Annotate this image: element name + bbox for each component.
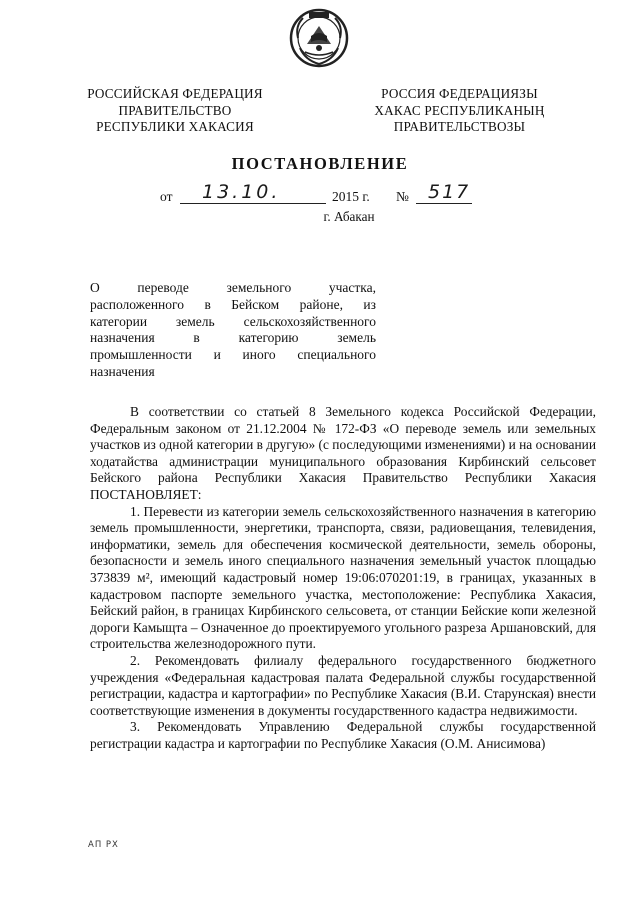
date-year: 2015 г. [332,189,370,204]
document-body [90,404,596,752]
subject-block [90,280,376,381]
number-underline [416,203,472,204]
header-left-line: РЕСПУБЛИКИ ХАКАСИЯ [96,119,254,134]
date-prefix: от [160,189,173,204]
coat-of-arms-icon [289,8,349,68]
header-right-line: ПРАВИТЕЛЬСТВОЗЫ [393,119,526,134]
body-paragraph: 3. Рекомендовать Управлению Федеральной службы государственной регистрации кадастра и картографии по Республике Хакасия (О.М. Анисимова) [90,719,596,751]
subject-line: назначения в категорию земель [90,330,376,346]
subject-line: промышленности и иного специального [90,347,376,363]
header-right-line: РОССИЯ ФЕДЕРАЦИЯЗЫ [381,86,538,101]
date-underline [180,203,326,204]
subject-line: О переводе земельного участка, [90,280,376,295]
header-left [60,86,290,136]
number-label: № [396,189,409,204]
body-paragraph: 2. Рекомендовать филиалу федерального государственного бюджетного учреждения «Федеральная кадастровая палата Федеральной службы государственной регистрации, кадастра и картографии» по Республике Хакасия (В.И. Старунская) внести соответствующие изменения в документы государственного кадастра недвижимости. [90,652,596,718]
footer-code: АП РХ [88,840,119,850]
header-right-line: ХАКАС РЕСПУБЛИКАНЫҢ [374,102,545,118]
handwritten-number: 517 [428,181,471,203]
header-left-line: ПРАВИТЕЛЬСТВО [118,102,232,118]
header-left-line: РОССИЙСКАЯ ФЕДЕРАЦИЯ [87,86,263,101]
date-line [160,181,490,208]
body-paragraph: 1. Перевести из категории земель сельскохозяйственного назначения в категорию земель промышленности, энергетики, транспорта, связи, радиовещания, телевидения, информатики, земель для обеспечения космической деятельности, земель обороны, безопасности и земель иного специального назначения земельный участок площадью 373839 м², имеющий кадастровый номер 19:06:070201:19, в границах, указанных в кадастровом паспорте земельного участка, местоположение: Республика Хакасия, Бейский район, в границах Кирбинского сельсовета, от станции Бейские копи железной дороги Камыщта – Означенное до проектируемого угольного разреза Аршановский, для строительства железнодорожного пути. [90,503,596,652]
subject-line: категории земель сельскохозяйственного [90,313,376,329]
handwritten-date: 13.10. [202,181,281,203]
subject-line: назначения [90,363,155,379]
body-paragraph: В соответствии со статьей 8 Земельного кодекса Российской Федерации, Федеральным законом от 21.12.2004 № 172-ФЗ «О переводе земель или земельных участков из одной категории в другую» (с последующими изменениями) и на основании ходатайства администрации муниципального образования Кирбинский сельсовет Бейского района Республики Хакасия Правительство Республики Хакасия ПОСТАНОВЛЯЕТ: [90,404,596,502]
subject-line: расположенного в Бейском районе, из [90,296,376,312]
document-title: ПОСТАНОВЛЕНИЕ [231,154,409,173]
header-right [342,86,577,136]
city: г. Абакан [323,209,375,224]
